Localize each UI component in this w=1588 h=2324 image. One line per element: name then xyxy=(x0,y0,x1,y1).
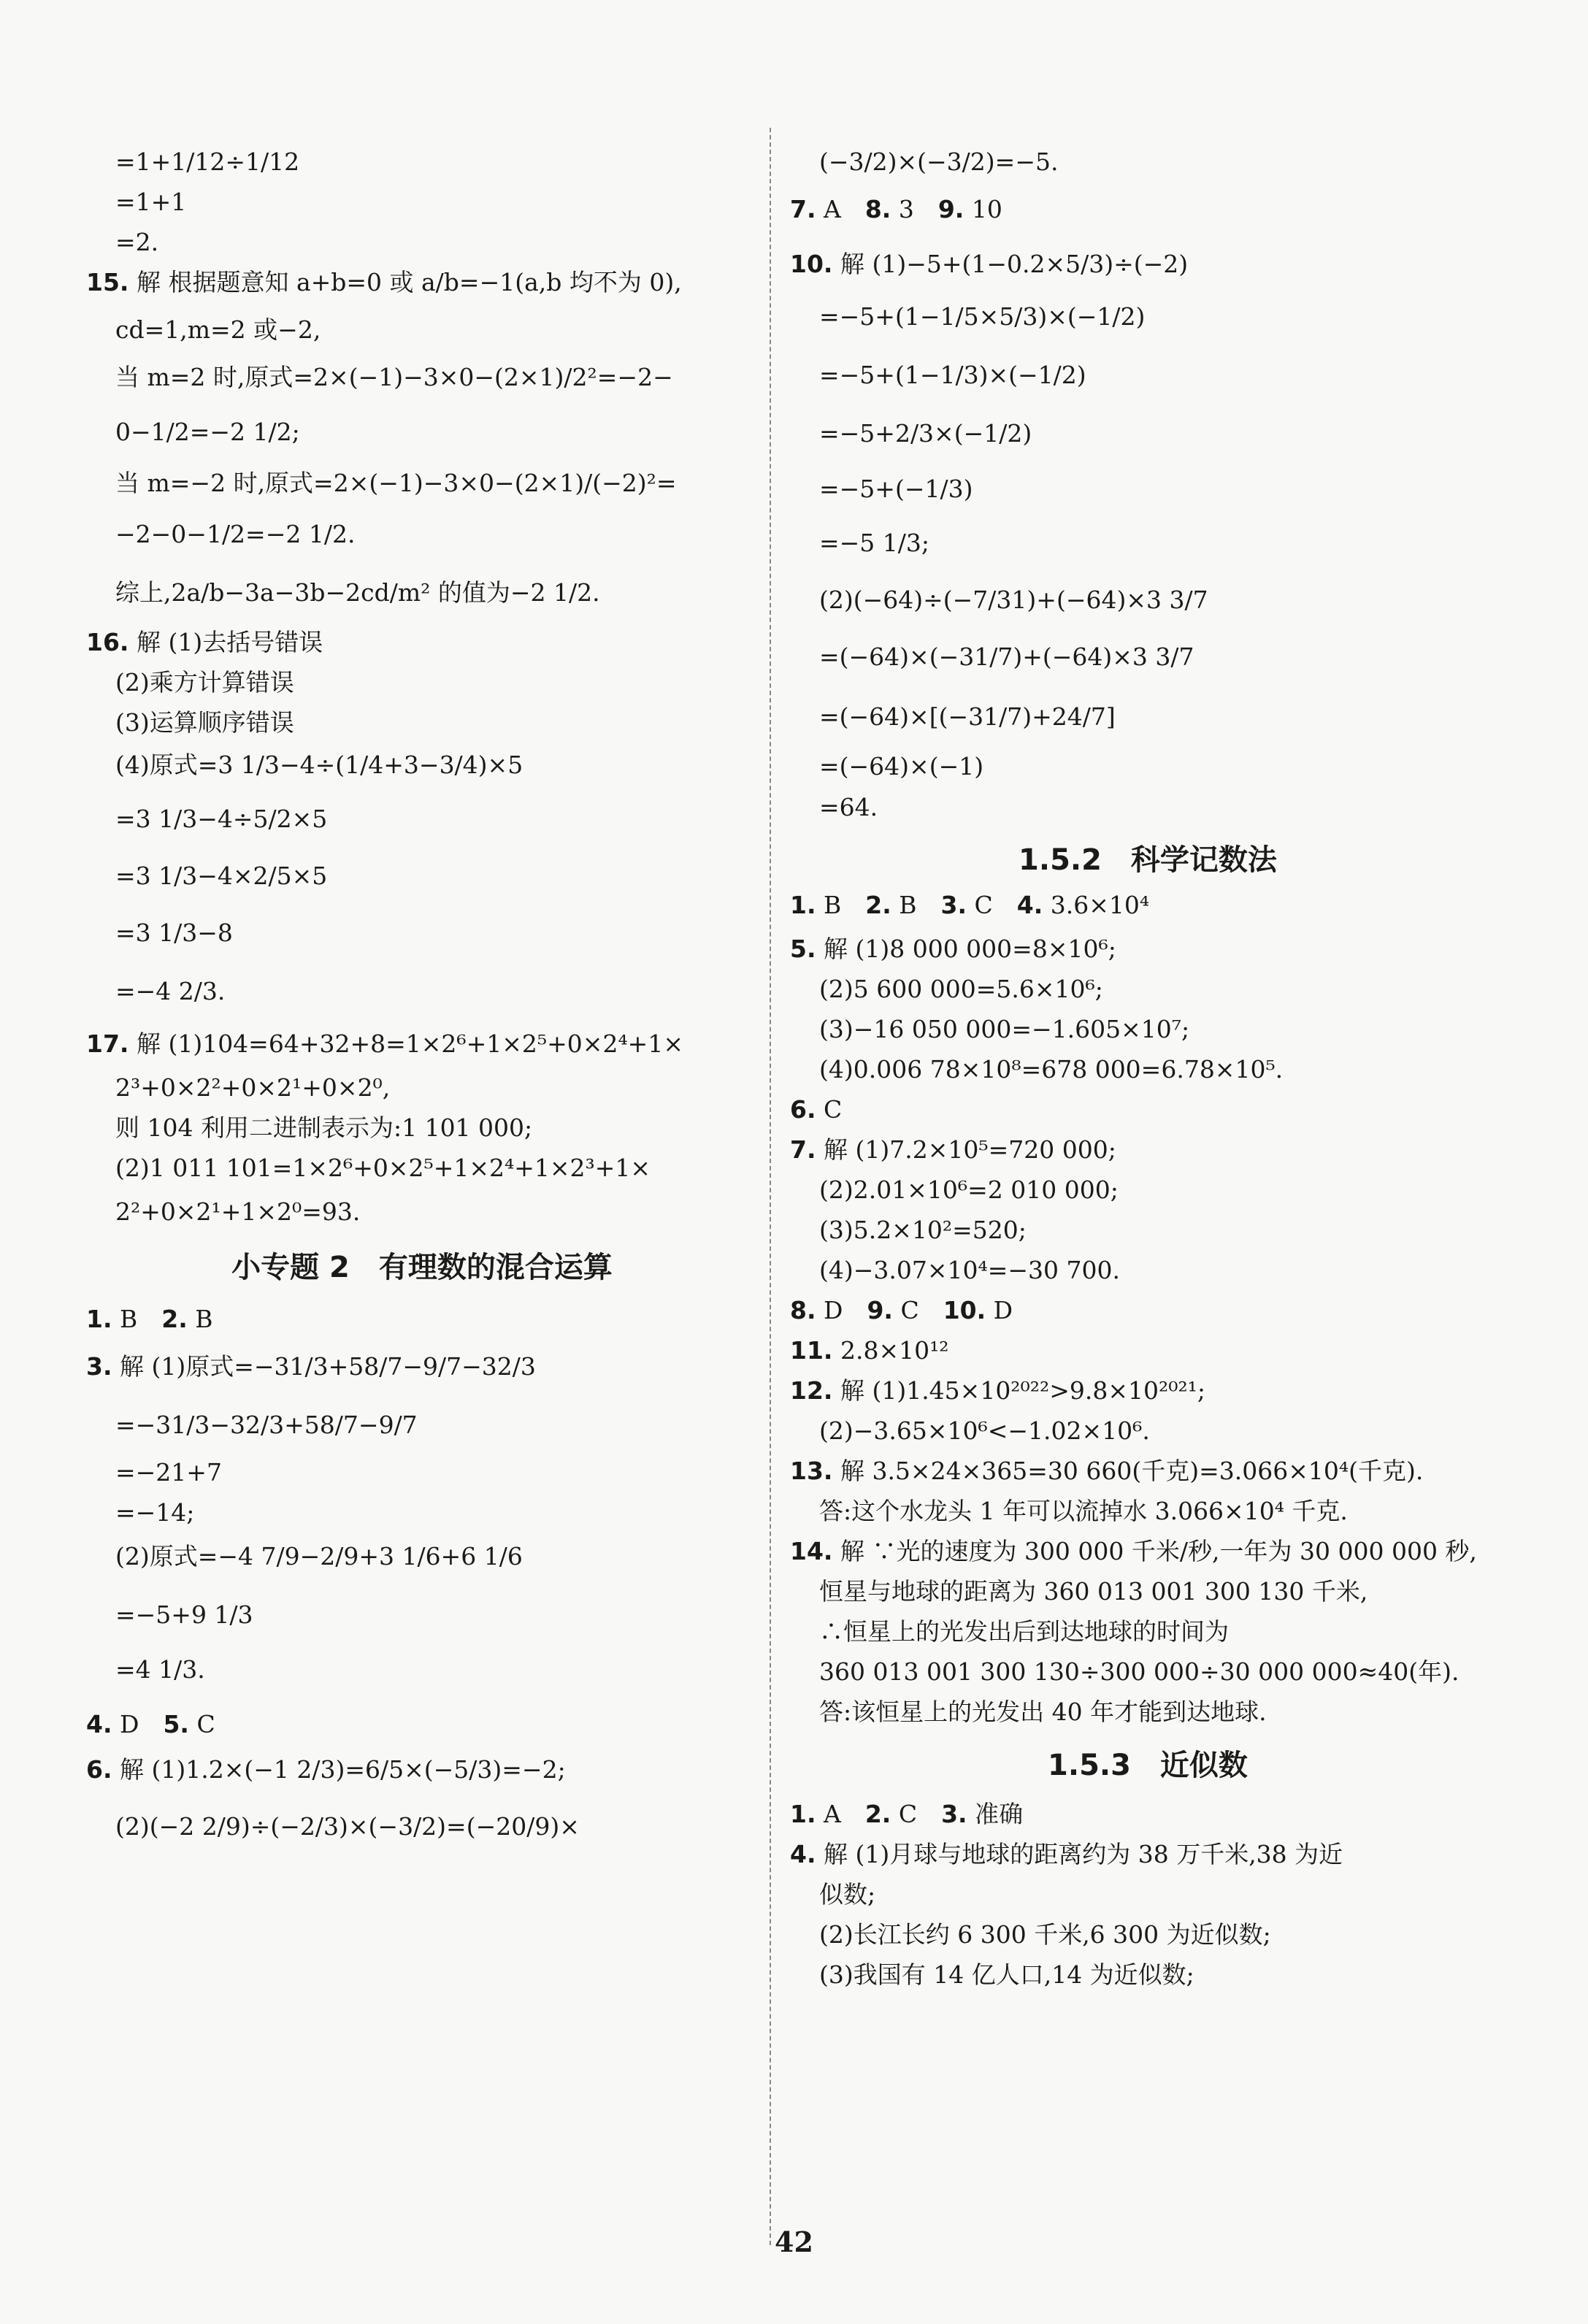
question-number: 2. xyxy=(161,1305,188,1333)
answer-text: 3 xyxy=(891,195,938,223)
answer-text: 解 (1)−5+(1−0.2×5/3)÷(−2) xyxy=(832,250,1189,278)
question-number: 5. xyxy=(163,1710,189,1738)
section-title: 1.5.3 近似数 xyxy=(1048,1749,1248,1782)
answer-text: 解 (1)1.45×10²⁰²²>9.8×10²⁰²¹; xyxy=(832,1376,1206,1405)
answer-line xyxy=(115,467,676,499)
answer-line xyxy=(790,1335,949,1367)
answer-text: =3 1/3−4÷5/2×5 xyxy=(115,805,328,833)
question-number: 1. xyxy=(790,1800,816,1828)
answer-text: 恒星与地球的距离为 360 013 001 300 130 千米, xyxy=(819,1577,1368,1606)
question-number: 11. xyxy=(790,1336,833,1365)
question-number: 4. xyxy=(790,1840,816,1868)
answer-line xyxy=(819,1415,1150,1447)
question-number: 9. xyxy=(937,195,964,223)
answer-line xyxy=(819,1919,1271,1951)
answer-text: A xyxy=(816,195,865,223)
answer-text: =−5+9 1/3 xyxy=(115,1600,253,1629)
answer-text: (2)−3.65×10⁶<−1.02×10⁶. xyxy=(819,1416,1150,1445)
question-number: 1. xyxy=(790,891,816,919)
answer-line xyxy=(115,1152,651,1184)
answer-line xyxy=(115,1196,360,1228)
question-number: 12. xyxy=(790,1376,833,1405)
answer-line xyxy=(115,1541,523,1573)
answer-text: C xyxy=(891,1800,942,1828)
answer-text: =(−64)×(−31/7)+(−64)×3 3/7 xyxy=(819,643,1194,671)
answer-text: D xyxy=(986,1296,1013,1324)
answer-text: 似数; xyxy=(819,1880,876,1909)
answer-line xyxy=(115,1599,253,1631)
answer-line xyxy=(790,1838,1343,1871)
answer-line xyxy=(115,1072,390,1104)
answer-text: 2.8×10¹² xyxy=(832,1336,949,1365)
question-number: 3. xyxy=(940,891,967,919)
answer-text: 解 (1)8 000 000=8×10⁶; xyxy=(816,935,1116,963)
answer-line xyxy=(115,518,355,551)
answer-text: (2)2.01×10⁶=2 010 000; xyxy=(819,1176,1119,1204)
answer-text: =1+1 xyxy=(115,188,187,216)
answer-text: 当 m=2 时,原式=2×(−1)−3×0−(2×1)/2²=−2− xyxy=(115,363,673,391)
answer-text: 解 (1)104=64+32+8=1×2⁶+1×2⁵+0×2⁴+1× xyxy=(129,1029,683,1058)
answer-text: 解 3.5×24×365=30 660(千克)=3.066×10⁴(千克). xyxy=(832,1457,1424,1485)
answer-line xyxy=(115,1811,580,1843)
answer-line xyxy=(115,186,186,218)
answer-text: 解 根据题意知 a+b=0 或 a/b=−1(a,b 均不为 0), xyxy=(129,268,682,296)
answer-line xyxy=(115,1654,205,1686)
answer-text: 综上,2a/b−3a−3b−2cd/m² 的值为−2 1/2. xyxy=(115,578,600,607)
answer-text: 2³+0×2²+0×2¹+0×2⁰, xyxy=(115,1073,391,1102)
answer-text: 答:该恒星上的光发出 40 年才能到达地球. xyxy=(819,1698,1267,1726)
answer-text: =−5+(1−1/3)×(−1/2) xyxy=(819,361,1086,389)
answer-text: D xyxy=(816,1296,867,1324)
answer-text: =(−64)×[(−31/7)+24/7] xyxy=(819,702,1116,731)
answer-line xyxy=(819,1214,1027,1246)
question-number: 8. xyxy=(790,1296,816,1324)
answer-line xyxy=(115,1457,222,1489)
answer-text: =−4 2/3. xyxy=(115,977,226,1005)
answer-line xyxy=(819,584,1208,616)
question-number: 17. xyxy=(86,1029,129,1058)
answer-text: 解 (1)7.2×10⁵=720 000; xyxy=(816,1135,1116,1164)
answer-text: 解 (1)月球与地球的距离约为 38 万千米,38 为近 xyxy=(816,1840,1343,1868)
answer-text: B xyxy=(891,891,941,919)
answer-text: =−5+2/3×(−1/2) xyxy=(819,419,1032,448)
answer-line xyxy=(819,1656,1459,1688)
answer-text: (2)1 011 101=1×2⁶+0×2⁵+1×2⁴+1×2³+1× xyxy=(115,1154,651,1182)
answer-text: =4 1/3. xyxy=(115,1655,205,1684)
answer-text: C xyxy=(188,1710,215,1738)
answer-line xyxy=(819,1616,1229,1648)
answer-text: =−14; xyxy=(115,1498,195,1527)
section-title: 小专题 2 有理数的混合运算 xyxy=(231,1251,613,1284)
answer-line xyxy=(790,1535,1477,1568)
answer-text: (2)长江长约 6 300 千米,6 300 为近似数; xyxy=(819,1920,1271,1949)
answer-text: −2−0−1/2=−2 1/2. xyxy=(115,520,356,548)
answer-line xyxy=(115,314,321,346)
answer-line xyxy=(790,248,1188,280)
answer-line xyxy=(115,1497,194,1529)
answer-text: =−5+(1−1/5×5/3)×(−1/2) xyxy=(819,302,1146,331)
answer-line xyxy=(790,1455,1423,1487)
answer-line xyxy=(819,1013,1189,1046)
answer-text: (4)−3.07×10⁴=−30 700. xyxy=(819,1256,1121,1284)
answer-line xyxy=(819,301,1145,333)
answer-text: (−3/2)×(−3/2)=−5. xyxy=(819,147,1059,176)
answer-line xyxy=(790,889,1149,921)
question-number: 15. xyxy=(86,268,129,296)
answer-line xyxy=(819,1959,1194,1991)
answer-text: =(−64)×(−1) xyxy=(819,752,984,781)
answer-line xyxy=(115,667,294,699)
answer-line xyxy=(115,975,225,1008)
answer-line xyxy=(790,1798,1023,1830)
answer-line xyxy=(819,791,878,824)
question-number: 6. xyxy=(790,1095,816,1124)
answer-line xyxy=(115,1409,418,1441)
column-divider xyxy=(770,128,771,2245)
answer-text: 2²+0×2¹+1×2⁰=93. xyxy=(115,1197,361,1226)
question-number: 3. xyxy=(86,1352,112,1381)
answer-line xyxy=(86,1351,536,1383)
answer-line xyxy=(115,917,233,949)
answer-line xyxy=(819,751,983,783)
answer-text: 解 (1)1.2×(−1 2/3)=6/5×(−5/3)=−2; xyxy=(112,1755,566,1784)
answer-line xyxy=(115,416,300,448)
question-number: 8. xyxy=(864,195,891,223)
answer-text: 360 013 001 300 130÷300 000÷30 000 000≈40(年). xyxy=(819,1657,1459,1686)
answer-text: B xyxy=(187,1305,213,1333)
answer-text: 答:这个水龙头 1 年可以流掉水 3.066×10⁴ 千克. xyxy=(819,1497,1348,1525)
question-number: 7. xyxy=(790,1135,816,1164)
answer-line xyxy=(86,1709,215,1741)
question-number: 6. xyxy=(86,1755,112,1784)
answer-text: 0−1/2=−2 1/2; xyxy=(115,418,300,446)
answer-text: (2)5 600 000=5.6×10⁶; xyxy=(819,975,1103,1003)
answer-text: 当 m=−2 时,原式=2×(−1)−3×0−(2×1)/(−2)²= xyxy=(115,469,677,497)
answer-text: =3 1/3−8 xyxy=(115,919,233,947)
answer-text: C xyxy=(967,891,1017,919)
answer-text: cd=1,m=2 或−2, xyxy=(115,315,321,344)
answer-line xyxy=(790,193,1002,226)
page-number: 42 xyxy=(775,2225,813,2258)
question-number: 1. xyxy=(86,1305,112,1333)
answer-text: (2)乘方计算错误 xyxy=(115,668,294,697)
answer-line xyxy=(790,1295,1013,1327)
answer-line xyxy=(86,1303,213,1335)
answer-text: (3)−16 050 000=−1.605×10⁷; xyxy=(819,1015,1190,1043)
answer-text: (3)运算顺序错误 xyxy=(115,708,294,737)
answer-line xyxy=(819,418,1032,450)
answer-line xyxy=(115,226,158,258)
section-title: 1.5.2 科学记数法 xyxy=(1019,843,1277,877)
question-number: 3. xyxy=(941,1800,967,1828)
answer-line xyxy=(115,860,327,892)
answer-line xyxy=(115,146,299,178)
question-number: 2. xyxy=(865,891,891,919)
answer-line xyxy=(115,707,294,739)
answer-text: =−5 1/3; xyxy=(819,529,930,557)
answer-line xyxy=(819,641,1194,673)
answer-line xyxy=(819,527,929,559)
question-number: 13. xyxy=(790,1457,833,1485)
question-number: 4. xyxy=(1016,891,1043,919)
answer-text: 解 ∵光的速度为 300 000 千米/秒,一年为 30 000 000 秒, xyxy=(832,1537,1477,1565)
answer-text: (3)我国有 14 亿人口,14 为近似数; xyxy=(819,1960,1194,1989)
answer-text: =3 1/3−4×2/5×5 xyxy=(115,862,328,890)
answer-line xyxy=(790,1134,1116,1166)
answer-line xyxy=(819,1696,1267,1728)
answer-text: (3)5.2×10²=520; xyxy=(819,1216,1027,1244)
question-number: 16. xyxy=(86,628,129,656)
answer-line xyxy=(115,1112,532,1144)
answer-text: A xyxy=(816,1800,865,1828)
answer-line xyxy=(819,1879,875,1911)
question-number: 9. xyxy=(867,1296,893,1324)
answer-text: =2. xyxy=(115,228,159,256)
answer-text: (2)(−64)÷(−7/31)+(−64)×3 3/7 xyxy=(819,586,1208,614)
answer-line xyxy=(790,1375,1205,1407)
answer-text: =1+1/12÷1/12 xyxy=(115,147,300,176)
answer-line xyxy=(819,473,973,505)
answer-line xyxy=(115,361,673,394)
answer-text: 准确 xyxy=(967,1800,1024,1828)
answer-text: 3.6×10⁴ xyxy=(1043,891,1150,919)
answer-text: ∴恒星上的光发出后到达地球的时间为 xyxy=(819,1617,1229,1646)
answer-text: 解 (1)去括号错误 xyxy=(129,628,323,656)
answer-line xyxy=(819,1254,1120,1286)
answer-line xyxy=(86,266,682,299)
answer-text: 解 (1)原式=−31/3+58/7−9/7−32/3 xyxy=(112,1352,536,1381)
answer-line xyxy=(819,973,1103,1005)
question-number: 14. xyxy=(790,1537,833,1565)
answer-text: D xyxy=(112,1710,164,1738)
answer-line xyxy=(790,933,1116,965)
answer-line xyxy=(115,803,327,835)
answer-text: C xyxy=(816,1095,843,1124)
answer-line xyxy=(790,1094,842,1126)
answer-text: 10 xyxy=(964,195,1002,223)
answer-text: =−21+7 xyxy=(115,1458,222,1487)
answer-text: =64. xyxy=(819,793,878,821)
answer-line xyxy=(819,146,1058,178)
question-number: 7. xyxy=(790,195,816,223)
question-number: 10. xyxy=(790,250,833,278)
answer-text: (2)原式=−4 7/9−2/9+3 1/6+6 1/6 xyxy=(115,1542,523,1571)
question-number: 2. xyxy=(864,1800,891,1828)
answer-line xyxy=(86,626,323,659)
answer-line xyxy=(819,1054,1283,1086)
question-number: 10. xyxy=(943,1296,986,1324)
answer-text: B xyxy=(816,891,866,919)
answer-text: B xyxy=(112,1305,162,1333)
answer-text: (4)原式=3 1/3−4÷(1/4+3−3/4)×5 xyxy=(115,751,523,779)
answer-text: (2)(−2 2/9)÷(−2/3)×(−3/2)=(−20/9)× xyxy=(115,1812,580,1841)
question-number: 4. xyxy=(86,1710,112,1738)
answer-line xyxy=(86,1028,683,1060)
answer-line xyxy=(819,1174,1119,1206)
answer-text: =−31/3−32/3+58/7−9/7 xyxy=(115,1411,418,1439)
answer-line xyxy=(86,1754,566,1786)
answer-text: C xyxy=(892,1296,943,1324)
answer-line xyxy=(115,577,600,609)
answer-text: (4)0.006 78×10⁸=678 000=6.78×10⁵. xyxy=(819,1055,1284,1084)
question-number: 5. xyxy=(790,935,816,963)
answer-line xyxy=(819,701,1116,733)
answer-text: 则 104 利用二进制表示为:1 101 000; xyxy=(115,1113,533,1142)
answer-line xyxy=(819,359,1086,391)
answer-line xyxy=(819,1576,1368,1608)
answer-text: =−5+(−1/3) xyxy=(819,475,973,503)
answer-line xyxy=(115,749,523,781)
answer-line xyxy=(819,1495,1348,1527)
